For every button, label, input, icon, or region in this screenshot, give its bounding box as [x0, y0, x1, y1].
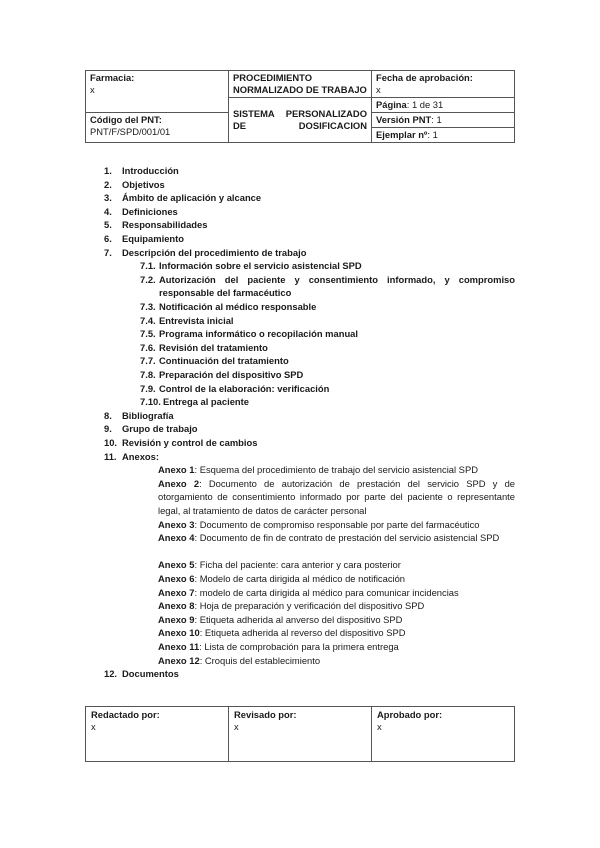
version-label: Versión PNT: [376, 114, 432, 125]
ejemplar-cell: [372, 128, 515, 143]
anexo-item: Anexo 1: Esquema del procedimiento de trabajo del servicio asistencial SPD: [158, 464, 478, 476]
document-page: Farmacia: x PROCEDIMIENTO NORMALIZADO DE TRABAJO Fecha de aprobación: x SISTEMA PERSONALIZADO DE DOSIFICACION Página: 1 de 31 Código del PNT: PNT/F/SPD/001/01 Versión PNT: 1 Ejemplar nº: 1 1. Introducción 2. Objetivos 3. Ámbito de aplicación y alcance 4. Definiciones 5. Responsabilidades 6. Equipamiento 7. Descripción del procedimiento de trabajo 7.1. Información sobre el servicio asistencial SPD 7.2. Autorización del paciente y consentimiento informado, y compromiso responsable del farmacéutico 7.3. Notificación al médico responsable 7.4. Entrevista inicial 7.5. Programa informático o recopilación manual 7.6. Revisión del tratamiento 7.7. Continuación del tratamiento 7.8. Preparación del dispositivo SPD 7.9. Control de la elaboración: verificación 7.10. Entrega al paciente 8. Bibliografía 9. Grupo de trabajo 10. Revisión y control de cambios 11. Anexos: Anexo 1: Esquema del procedimiento de trabajo del servicio asistencial SPD Anexo 2: Documento de autorización de prestación del servicio SPD y de otorgamiento de consentimiento informado por parte del paciente o representante legal, al tratamiento de datos de carácter personal Anexo 3: Documento de compromiso responsable por parte del farmacéutico Anexo 4: Documento de fin de contrato de prestación del servicio asistencial SPD Anexo 5: Ficha del paciente: cara anterior y cara posterior Anexo 6: Modelo de carta dirigida al médico de notificación Anexo 7: modelo de carta dirigida al médico para comunicar incidencias Anexo 8: Hoja de preparación y verificación del dispositivo SPD Anexo 9: Etiqueta adherida al anverso del dispositivo SPD Anexo 10: Etiqueta adherida al reverso del dispositivo SPD Anexo 11: Lista de comprobación para la primera entrega Anexo 12: Croquis del establecimiento 12. Documentos Redactado por: x Revisado por: x Aprobado por: x: [0, 0, 600, 848]
anexo-item: Anexo 3: Documento de compromiso responsable por parte del farmacéutico: [158, 518, 480, 530]
sistema-cell: [229, 98, 372, 143]
aprobado-cell: [372, 707, 515, 762]
farmacia-value: x: [90, 84, 95, 95]
header-table: [85, 70, 515, 143]
revisado-cell: [229, 707, 372, 762]
aprobado-value: x: [377, 721, 382, 732]
pagina-cell: [372, 98, 515, 113]
procedimiento-title: PROCEDIMIENTO NORMALIZADO DE TRABAJO: [229, 71, 372, 98]
anexo-item: Anexo 7: modelo de carta dirigida al médico para comunicar incidencias: [158, 586, 459, 598]
anexo-item: Anexo 6: Modelo de carta dirigida al médico de notificación: [158, 573, 406, 584]
sistema-title: SISTEMA PERSONALIZADO DE DOSIFICACION: [233, 108, 367, 131]
pagina-label: Página: [376, 99, 407, 110]
revisado-value: x: [234, 721, 239, 732]
signature-table: [85, 706, 515, 762]
version-cell: [372, 113, 515, 128]
farmacia-cell: [86, 71, 229, 113]
fecha-value: x: [376, 84, 381, 95]
fecha-cell: [372, 71, 515, 98]
codigo-cell: [86, 113, 229, 143]
ejemplar-value: : 1: [427, 129, 438, 140]
anexo-item: Anexo 11: Lista de comprobación para la primera entrega: [158, 641, 399, 652]
codigo-value: PNT/F/SPD/001/01: [90, 126, 171, 137]
ejemplar-label: Ejemplar nº: [376, 129, 428, 140]
anexo-item: Anexo 5: Ficha del paciente: cara anterior y cara posterior: [158, 559, 401, 571]
anexo-item: Anexo 8: Hoja de preparación y verificación del dispositivo SPD: [158, 600, 425, 612]
anexo-item: Anexo 2: Documento de autorización de prestación del servicio SPD y de otorgamiento de consentimiento informado por parte del paciente o representante legal, al tratamiento de datos de carácter personal: [158, 477, 515, 516]
redactado-label: Redactado por:: [91, 709, 160, 720]
anexo-item: Anexo 10: Etiqueta adherida al reverso del dispositivo SPD: [158, 627, 406, 639]
redactado-cell: [86, 707, 229, 762]
anexo-item: Anexo 9: Etiqueta adherida al anverso del dispositivo SPD: [158, 613, 403, 625]
version-value: : 1: [431, 114, 442, 125]
farmacia-label: Farmacia:: [90, 72, 135, 83]
revisado-label: Revisado por:: [234, 709, 297, 720]
aprobado-label: Aprobado por:: [377, 709, 443, 720]
redactado-value: x: [91, 721, 96, 732]
anexo-item: Anexo 12: Croquis del establecimiento: [158, 654, 321, 666]
codigo-label: Código del PNT:: [90, 114, 162, 125]
pagina-value: : 1 de 31: [406, 99, 444, 110]
fecha-label: Fecha de aprobación:: [376, 72, 473, 83]
anexo-item: Anexo 4: Documento de fin de contrato de prestación del servicio asistencial SPD: [158, 532, 500, 544]
